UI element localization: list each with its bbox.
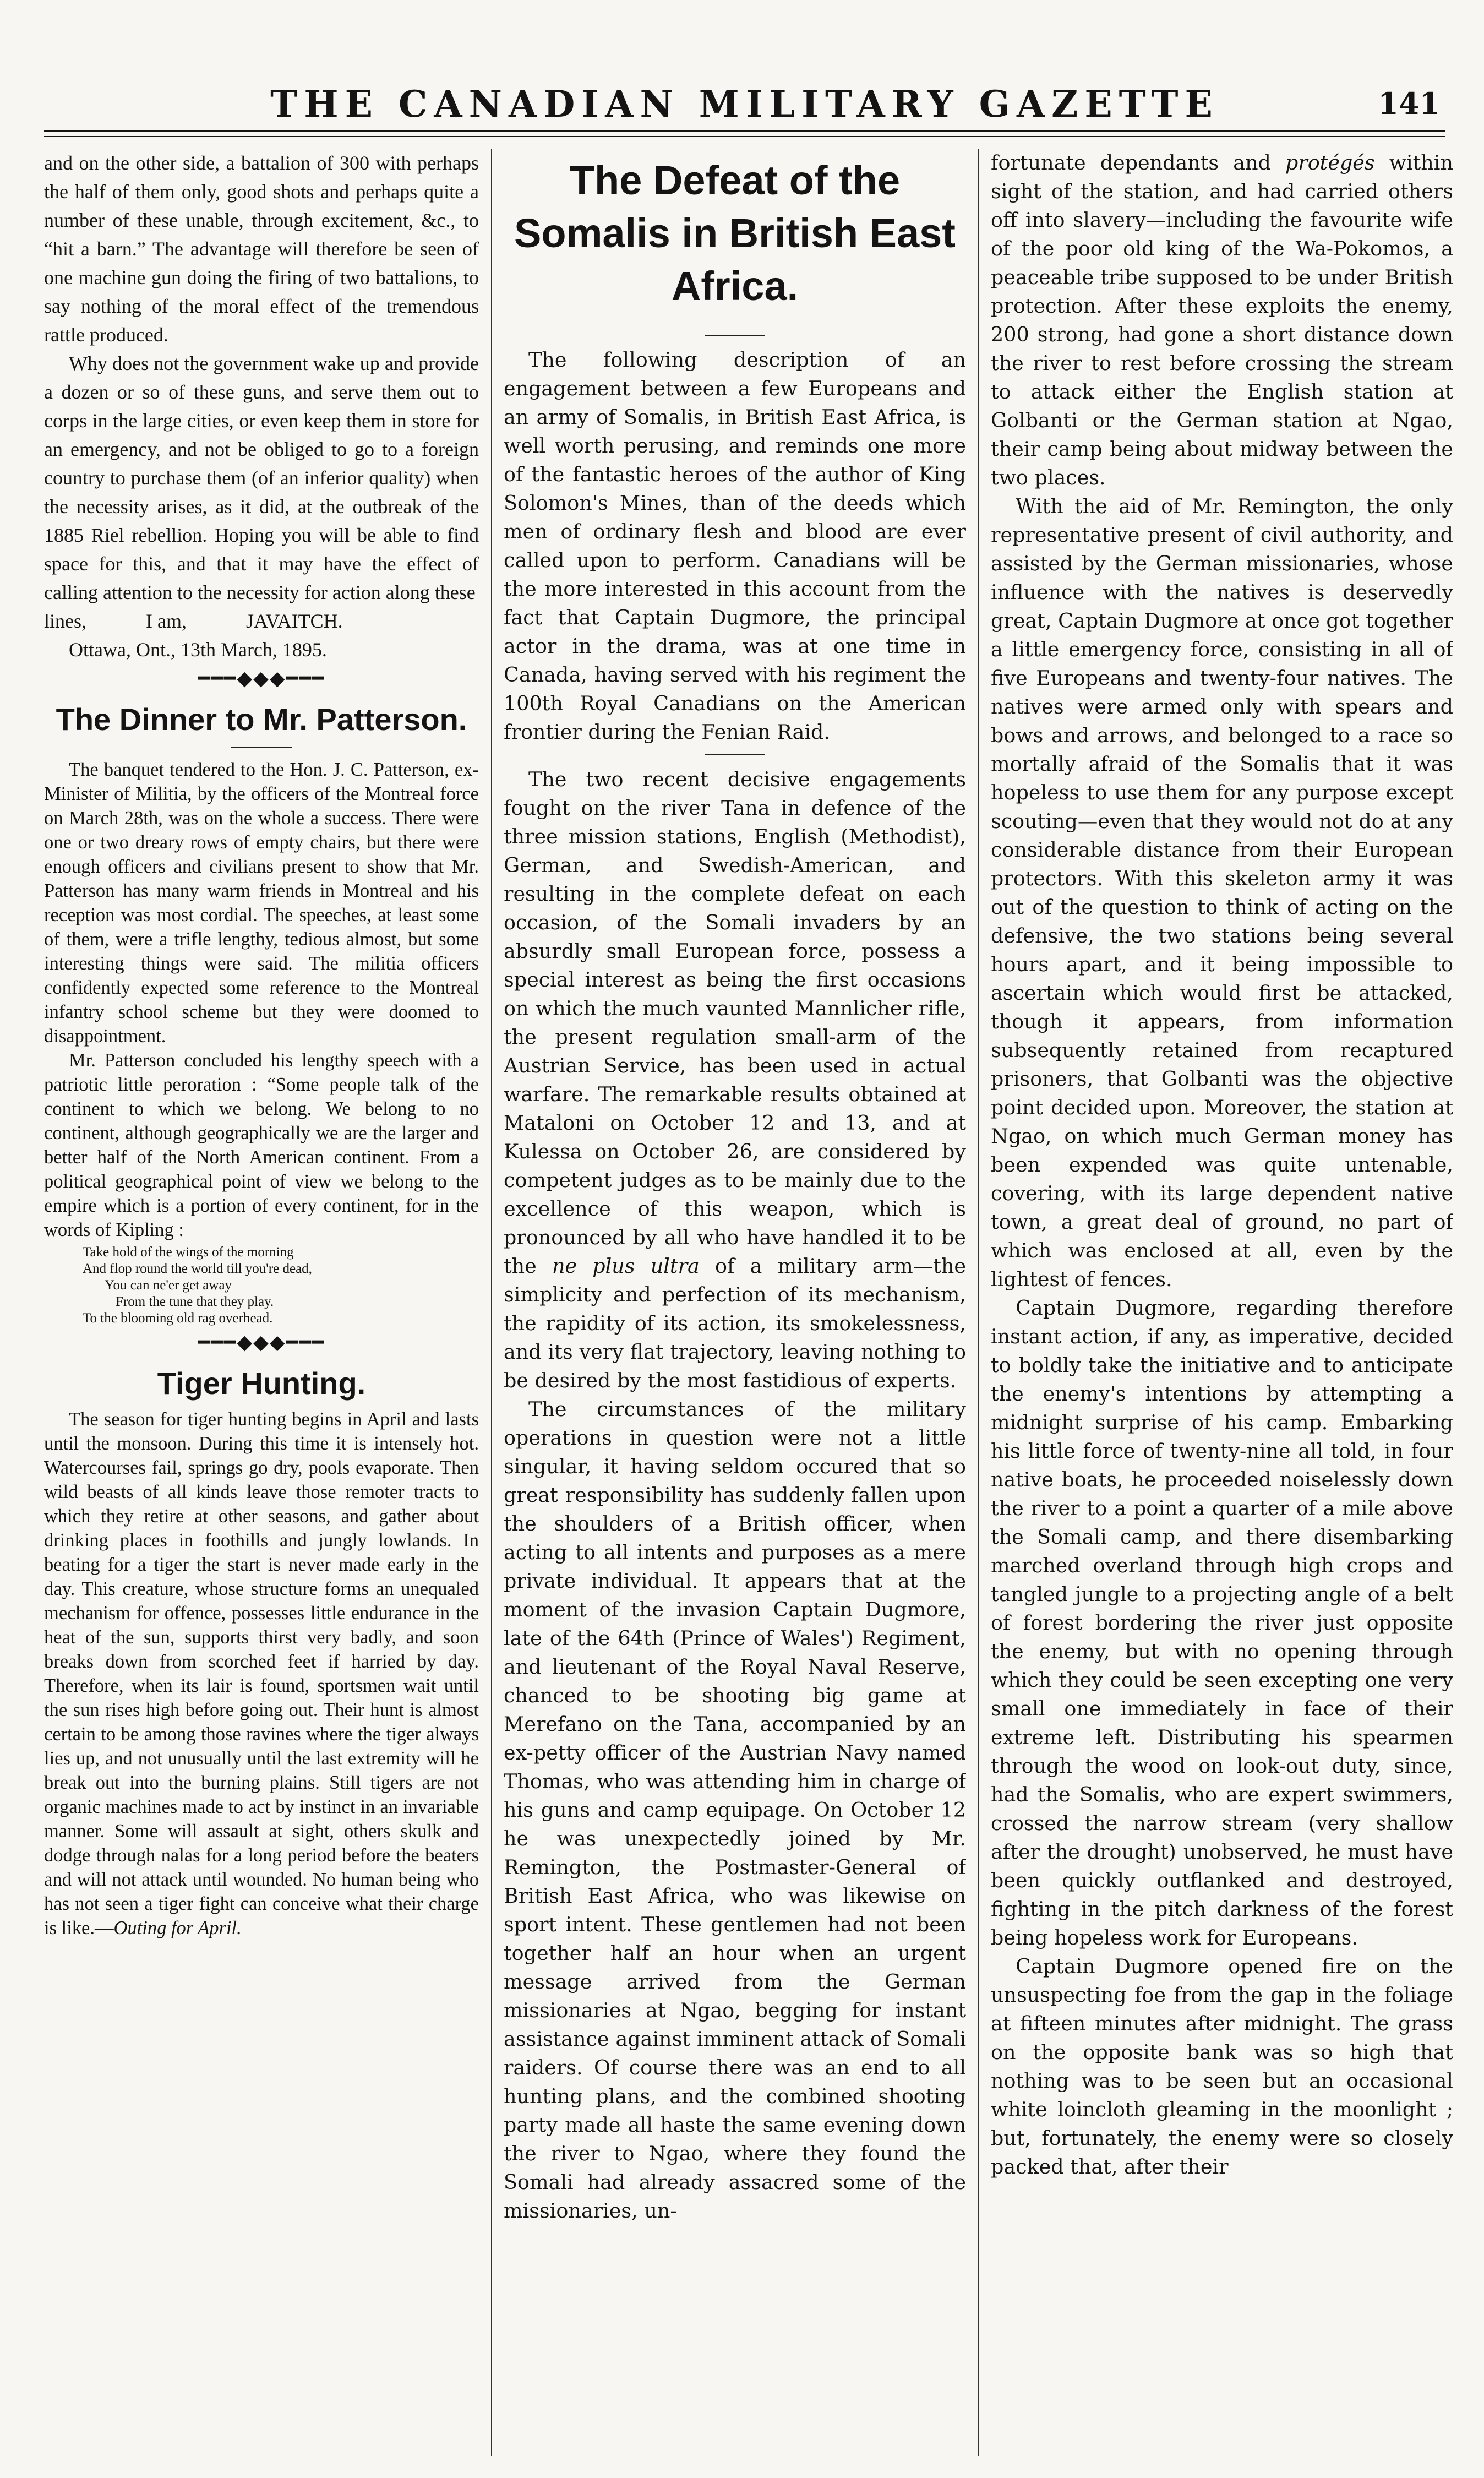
latin-phrase: ne plus ultra bbox=[552, 1254, 700, 1278]
letter-paragraph: and on the other side, a battalion of 300 with perhaps the half of them only, good shots and perhaps quite a number of these unable, through excitement, &c., to “hit a barn.” The advantage will therefore be seen of one machine gun doing the firing of two battalions, to say nothing of the moral effect of the tremendous rattle produced. bbox=[44, 152, 479, 346]
section-ornament: ━━━◆◆◆━━━ bbox=[198, 667, 325, 689]
column-2 bbox=[504, 149, 966, 2461]
dinner-paragraph: The banquet tendered to the Hon. J. C. Patterson, ex-Minister of Militia, by the officers of the Montreal force on March 28th, was on the whole a success. There were one or two dreary rows of empty chairs, but there were enough officers and civilians present to show that Mr. Patterson has many warm friends in Montreal and his reception was most cordial. The speeches, at least some of them, were a trifle lengthy, tedious almost, but some interesting things were said. The militia officers confidently expected some reference to the Montreal infantry school scheme but they were doomed to disappointment. bbox=[44, 759, 479, 1047]
letter-signoff: lines, I am, JAVAITCH. bbox=[44, 610, 343, 632]
tiger-paragraph bbox=[44, 1407, 479, 1940]
somali-paragraph bbox=[991, 149, 1453, 492]
verse-line: From the tune that they play. bbox=[116, 1294, 274, 1309]
masthead: THE CANADIAN MILITARY GAZETTE bbox=[270, 83, 1219, 126]
headline-rule bbox=[231, 747, 292, 748]
page-header bbox=[44, 83, 1445, 135]
somali-paragraph: Captain Dugmore opened fire on the unsuspecting foe from the gap in the foliage at fifteen minutes after midnight. The grass on the opposite bank was so high that nothing was to be seen but an occasional white loincloth gleaming in the moonlight ; but, fortunately, the enemy were so closely packed that, after their bbox=[991, 1954, 1453, 2179]
tiger-source: Outing for April. bbox=[113, 1918, 242, 1938]
dinner-paragraph: Mr. Patterson concluded his lengthy speech with a patriotic little peroration : “Some people talk of the continent to which we belong. We belong to no continent, although geographically we are the larger and better half of the North American continent. From a political geographical point of view we belong to the empire which is a portion of every continent, for in the words of Kipling : bbox=[44, 1050, 479, 1240]
section-ornament: ━━━◆◆◆━━━ bbox=[198, 1331, 325, 1353]
dinner-headline: The Dinner to Mr. Patterson. bbox=[56, 702, 467, 737]
verse-line: To the blooming old rag overhead. bbox=[83, 1311, 273, 1326]
dinner-article bbox=[44, 758, 479, 1242]
tiger-headline: Tiger Hunting. bbox=[157, 1366, 366, 1401]
letter-dateline: Ottawa, Ont., 13th March, 1895. bbox=[69, 639, 327, 661]
section-rule bbox=[705, 754, 765, 755]
somali-text: within sight of the station, and had carried others off into slavery—including the favourite wife of the poor old king of the Wa-Pokomos, a peaceable tribe supposed to be under British protection. After these exploits the enemy, 200 strong, had gone a short distance down the river to rest before crossing the stream to attack either the English station at Golbanti or the German station at Ngao, their camp being about midway between the two places. bbox=[991, 151, 1453, 489]
letter-paragraph: Why does not the government wake up and provide a dozen or so of these guns, and serve them out to corps in the large cities, or even keep them in store for an emergency, and not be obliged to go to a foreign country to purchase them (of an inferior quality) when the necessity arises, as it did, at the outbreak of the 1885 Riel rebellion. Hoping you will be able to find space for this, and that it may have the effect of calling attention to the necessity for action along these bbox=[44, 352, 479, 603]
column-3 bbox=[991, 149, 1453, 2461]
kipling-verse bbox=[44, 1244, 479, 1327]
tiger-text: The season for tiger hunting begins in April and lasts until the monsoon. During this time it is intensely hot. Watercourses fail, springs go dry, pools evaporate. Then wild beasts of all kinds leave those remoter tracts to which they retire at other seasons, and gather about drinking places in foothills and jungly lowlands. In beating for a tiger the start is never made early in the day. This creature, whose structure forms an unequaled mechanism for offence, possesses little endurance in the heat of the sun, supports thirst very badly, and soon breaks down from scorched feet if harried by day. Therefore, when its lair is found, sportsmen wait until the sun rises high before going out. Their hunt is almost certain to be among those ravines where the tiger always lies up, and not unusually until the last extremity will he break out into the burning plains. Still tigers are not organic machines made to act by instinct in an invariable manner. Some will assault at sight, others skulk and dodge through nalas for a long period before the beaters and will not attack until wounded. No human being who has not seen a tiger fight can conceive what their charge is like.— bbox=[44, 1409, 479, 1938]
page-number: 141 bbox=[1378, 86, 1440, 121]
somali-headline: The Defeat of the Somalis in British East Africa. bbox=[514, 157, 956, 309]
somali-text: of a military arm—the simplicity and perfection of its mechanism, the rapidity of its action, its smokelessness, and its very flat trajectory, leaving nothing to be desired by the most fastidious of experts. bbox=[504, 1254, 966, 1392]
headline-rule bbox=[705, 335, 765, 336]
verse-line: Take hold of the wings of the morning bbox=[83, 1245, 294, 1260]
somali-text: fortunate dependants and bbox=[991, 151, 1271, 175]
column-1 bbox=[44, 149, 479, 2461]
somali-paragraph: The circumstances of the military operations in question were not a little singular, it having seldom occured that so great responsibility has suddenly fallen upon the shoulders of a British officer, when acting to all intents and purposes as a mere private individual. It appears that at the moment of the invasion Captain Dugmore, late of the 64th (Prince of Wales') Regiment, and lieutenant of the Royal Naval Reserve, chanced to be shooting big game at Merefano on the Tana, accompanied by an ex-petty officer of the Austrian Navy named Thomas, who was attending him in charge of his guns and camp equipage. On October 12 he was unexpectedly joined by Mr. Remington, the Postmaster-General of British East Africa, who was likewise on sport intent. These gentlemen had not been together half an hour when an urgent message arrived from the German missionaries at Ngao, begging for instant assistance against imminent attack of Somali raiders. Of course there was an end to all hunting plans, and the combined shooting party made all haste the same evening down the river to Ngao, where they found the Somali had already assacred some of the missionaries, un- bbox=[504, 1397, 966, 2223]
verse-line: And flop round the world till you're dead, bbox=[83, 1261, 312, 1276]
somali-paragraph: Captain Dugmore, regarding therefore instant action, if any, as imperative, decided to boldly take the initiative and to anticipate the enemy's intentions by attempting a midnight surprise of his camp. Embarking his little force of twenty-nine all told, in four native boats, he proceeded noiselessly down the river to a point a quarter of a mile above the Somali camp, and there disembarking marched overland through high crops and tangled jungle to a projecting angle of a belt of forest bordering the river just opposite the enemy, but with no opening through which they could be seen excepting one very small one immediately in face of their extreme left. Distributing his spearmen through the wood on look-out duty, since, had the Somalis, who are expert swimmers, crossed the narrow stream (very shallow after the drought) unobserved, he must have been quickly outflanked and destroyed, fighting in the pitch darkness of the forest being hopeless work for Europeans. bbox=[991, 1296, 1453, 1949]
header-rule-thin bbox=[44, 136, 1445, 137]
somali-paragraph bbox=[504, 765, 966, 1395]
somali-text: The two recent decisive engagements fought on the river Tana in defence of the three mission stations, English (Methodist), German, and Swedish-American, and resulting in the complete defeat on each occasion, of the Somali invaders by an absurdly small European force, possess a special interest as being the first occasions on which the much vaunted Mannlicher rifle, the present regulation small-arm of the Austrian Service, has been used in actual warfare. The remarkable results obtained at Mataloni on October 12 and 13, and at Kulessa on October 26, are considered by competent judges as to be mainly due to the excellence of this weapon, which is pronounced by all who have handled it to be the bbox=[504, 767, 966, 1278]
column-divider bbox=[978, 149, 979, 2456]
somali-intro: The following description of an engagement between a few Europeans and an army of Somalis, in British East Africa, is well worth perusing, and reminds one more of the fantastic heroes of the author of King Solomon's Mines, than of the deeds which men of ordinary flesh and blood are ever called upon to perform. Canadians will be the more interested in this account from the fact that Captain Dugmore, the principal actor in the drama, was at one time in Canada, having served with his regiment the 100th Royal Canadians on the American frontier during the Fenian Raid. bbox=[504, 348, 966, 744]
somali-paragraph: With the aid of Mr. Remington, the only representative present of civil authority, and assisted by the German missionaries, whose influence with the natives is deservedly great, Captain Dugmore at once got together a little emergency force, consisting in all of five Europeans and twenty-four natives. The natives were armed only with spears and bows and arrows, and belonged to a race so mortally afraid of the Somalis that it was hopeless to use them for any purpose except scouting—even that they would not do at any considerable distance from their European protectors. With this skeleton army it was out of the question to think of acting on the defensive, the two stations being several hours apart, and it being impossible to ascertain which would first be attacked, though it appears, from information subsequently retained from recaptured prisoners, that Golbanti was the objective point decided upon. Moreover, the station at Ngao, on which much German money has been expended was quite untenable, covering, with its large dependent native town, a great deal of ground, no part of which was enclosed at all, even by the lightest of fences. bbox=[991, 494, 1453, 1291]
column-divider bbox=[491, 149, 492, 2456]
tiger-article bbox=[44, 1407, 479, 1940]
header-rule-thick bbox=[44, 130, 1445, 132]
verse-line: You can ne'er get away bbox=[105, 1278, 232, 1293]
french-word: protégés bbox=[1285, 151, 1375, 175]
